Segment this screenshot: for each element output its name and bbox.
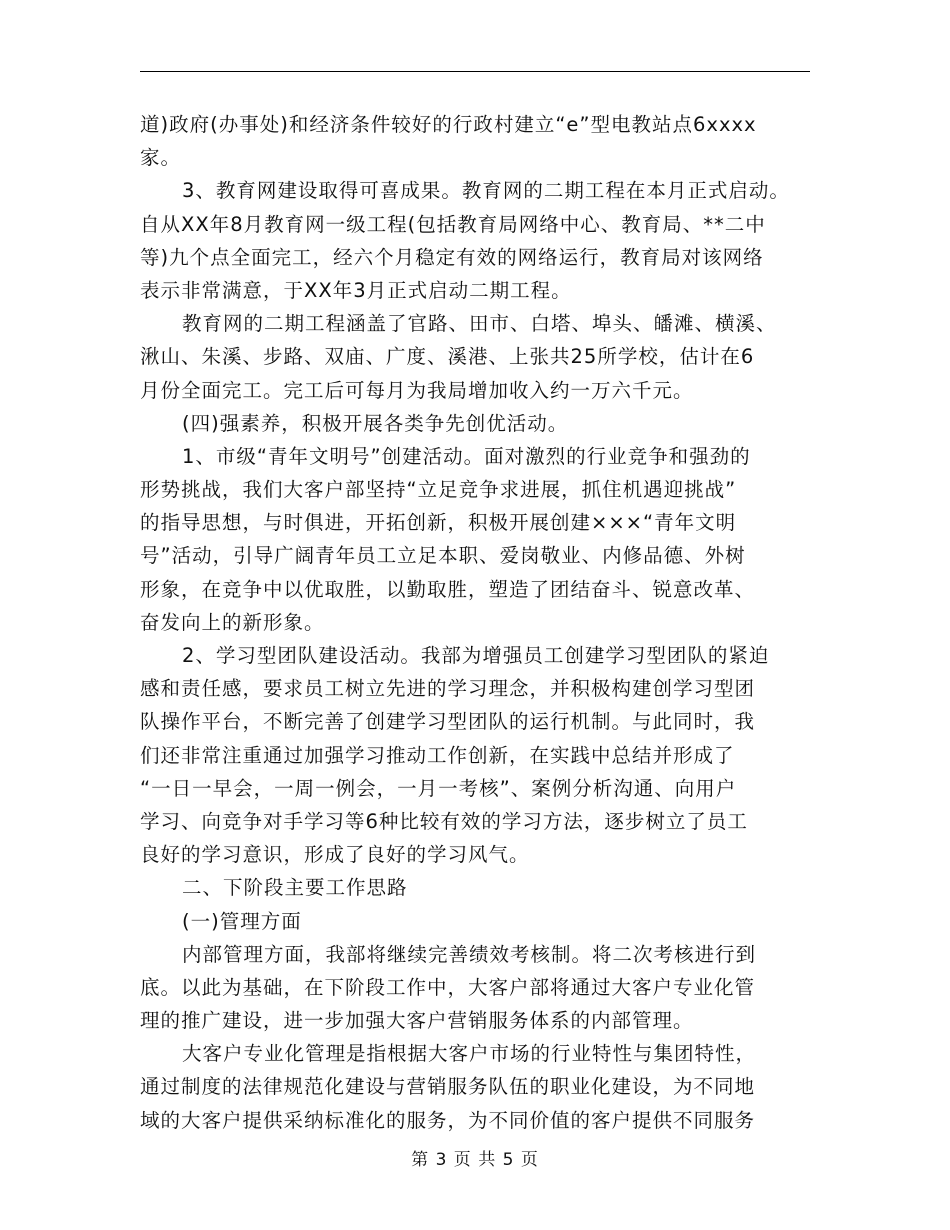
text-line: 二、下阶段主要工作思路 bbox=[182, 876, 408, 900]
text-line: 大客户专业化管理是指根据大客户市场的行业特性与集团特性， bbox=[182, 1042, 757, 1066]
text-line: 们还非常注重通过加强学习推动工作创新，在实践中总结并形成了 bbox=[140, 743, 735, 767]
text-line: 的指导思想，与时俱进，开拓创新，积极开展创建×××“青年文明 bbox=[140, 511, 737, 535]
text-line: 形势挑战，我们大客户部坚持“立足竞争求进展，抓住机遇迎挑战” bbox=[140, 478, 737, 502]
text-line: 队操作平台，不断完善了创建学习型团队的运行机制。与此同时，我 bbox=[140, 710, 756, 734]
text-line: “一日一早会，一周一例会，一月一考核”、案例分析沟通、向用户 bbox=[140, 776, 737, 800]
text-line: 域的大客户提供采纳标准化的服务，为不同价值的客户提供不同服务 bbox=[140, 1108, 756, 1132]
text-line: (四)强素养，积极开展各类争先创优活动。 bbox=[182, 411, 569, 435]
text-line: 内部管理方面，我部将继续完善绩效考核制。将二次考核进行到 bbox=[182, 942, 757, 966]
text-line: 底。以此为基础，在下阶段工作中，大客户部将通过大客户专业化管 bbox=[140, 975, 756, 999]
header-rule bbox=[140, 71, 810, 72]
text-line: 号”活动，引导广阔青年员工立足本职、爱岗敬业、内修品德、外树 bbox=[140, 544, 746, 568]
text-line: 湫山、朱溪、步路、双庙、广度、溪港、上张共25所学校，估计在6 bbox=[140, 345, 755, 369]
text-line: 感和责任感，要求员工树立先进的学习理念，并积极构建创学习型团 bbox=[140, 677, 756, 701]
text-line: 自从XX年8月教育网一级工程(包括教育局网络中心、教育局、**二中 bbox=[140, 212, 766, 236]
text-line: 等)九个点全面完工，经六个月稳定有效的网络运行，教育局对该网络 bbox=[140, 245, 764, 269]
text-line: 理的推广建设，进一步加强大客户营销服务体系的内部管理。 bbox=[140, 1009, 694, 1033]
text-line: 表示非常满意，于XX年3月正式启动二期工程。 bbox=[140, 278, 572, 302]
text-line: 家。 bbox=[140, 146, 182, 170]
text-line: 通过制度的法律规范化建设与营销服务队伍的职业化建设，为不同地 bbox=[140, 1075, 756, 1099]
text-line: 1、市级“青年文明号”创建活动。面对激烈的行业竞争和强劲的 bbox=[182, 444, 751, 468]
text-line: 学习、向竞争对手学习等6种比较有效的学习方法，逐步树立了员工 bbox=[140, 809, 748, 833]
text-line: 道)政府(办事处)和经济条件较好的行政村建立“e”型电教站点6xxxx bbox=[140, 113, 757, 136]
page-number-footer: 第 3 页 共 5 页 bbox=[411, 1150, 539, 1170]
text-line: 月份全面完工。完工后可每月为我局增加收入约一万六千元。 bbox=[140, 378, 694, 402]
text-line: 2、学习型团队建设活动。我部为增强员工创建学习型团队的紧迫 bbox=[182, 644, 770, 667]
text-line: 教育网的二期工程涵盖了官路、田市、白塔、埠头、皤滩、横溪、 bbox=[182, 312, 777, 336]
text-line: 形象，在竞争中以优取胜，以勤取胜，塑造了团结奋斗、锐意改革、 bbox=[140, 577, 756, 601]
text-line: 3、教育网建设取得可喜成果。教育网的二期工程在本月正式启动。 bbox=[182, 179, 790, 203]
text-line: (一)管理方面 bbox=[182, 909, 302, 933]
text-line: 良好的学习意识，形成了良好的学习风气。 bbox=[140, 843, 530, 867]
text-line: 奋发向上的新形象。 bbox=[140, 610, 325, 634]
document-body bbox=[140, 108, 812, 1137]
